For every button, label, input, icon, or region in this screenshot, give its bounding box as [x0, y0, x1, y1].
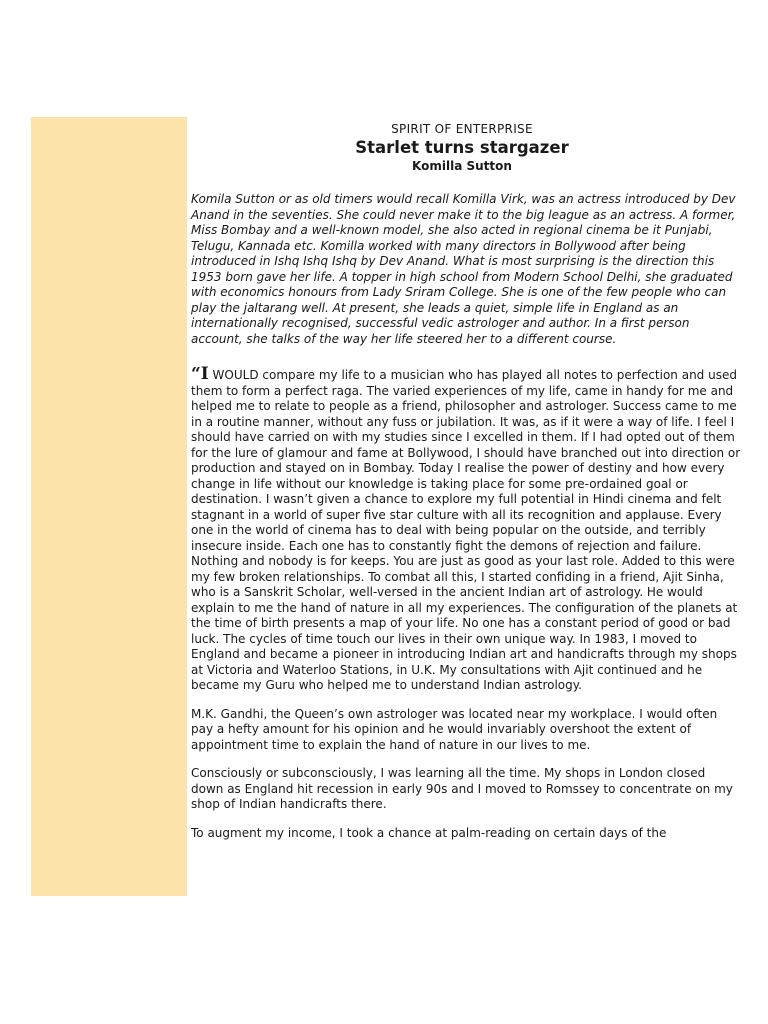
article-byline: Komilla Sutton [412, 159, 512, 173]
section-kicker: SPIRIT OF ENTERPRISE [391, 122, 533, 136]
body-paragraph [191, 364, 741, 694]
body-paragraph: Consciously or subconsciously, I was learning all the time. My shops in London closed down as England hit recession in early 90s and I moved to Romssey to concentrate on my shop of Indian handicrafts there. [191, 766, 733, 811]
article-headline: Starlet turns stargazer [355, 138, 569, 157]
article-body [191, 192, 741, 854]
sidebar-panel [31, 117, 187, 896]
body-paragraph-text: WOULD compare my life to a musician who has played all notes to perfection and used them to form a perfect raga. The varied experiences of my life, came in handy for me and helped me to relate to people as a friend, philosopher and astrologer. Success came to me in a routine manner, without any fuss or jubilation. It was, as if it were a way of life. I feel I should have carried on with my studies since I excelled in them. If I had opted out of them for the lure of glamour and fame at Bollywood, I should have branched out into direction or production and stayed on in Bombay. Today I realise the power of destiny and how every change in life without our knowledge is taking place for some pre-ordained goal or destination. I wasn’t given a chance to explore my full potential in Hindi cinema and felt stagnant in a world of super five star culture with all its recognition and applause. Every one in the world of cinema has to deal with being popular on the outside, and terribly insecure inside. Each one has to constantly fight the demons of rejection and failure. Nothing and nobody is for keeps. You are just as good as your last role. Added to this were my few broken relationships. To combat all this, I started confiding in a friend, Ajit Sinha, who is a Sanskrit Scholar, well-versed in the ancient Indian art of astrology. He would explain to me the hand of nature in all my experiences. The configuration of the planets at the time of birth presents a map of your life. No one has a constant period of good or bad luck. The cycles of time touch our lives in their own unique way. In 1983, I moved to England and became a pioneer in introducing Indian art and handicrafts through my shops at Victoria and Waterloo Stations, in U.K. My consultations with Ajit continued and he became my Guru who helped me to understand Indian astrology. [191, 368, 741, 692]
article-intro: Komila Sutton or as old timers would recall Komilla Virk, was an actress introduced by Dev Anand in the seventies. She could never make it to the big league as an actress. A former, Miss Bombay and a well-known model, she also acted in regional cinema be it Punjabi, Telugu, Kannada etc. Komilla worked with many directors in Bollywood after being introduced in Ishq Ishq Ishq by Dev Anand. What is most surprising is the direction this 1953 born gave her life. A topper in high school from Modern School Delhi, she graduated with economics honours from Lady Sriram College. She is one of the few people who can play the jaltarang well. At present, she leads a quiet, simple life in England as an internationally recognised, successful vedic astrologer and author. In a first person account, she talks of the way her life steered her to a different course. [191, 192, 736, 346]
article-header [187, 121, 737, 174]
body-paragraph: M.K. Gandhi, the Queen’s own astrologer was located near my workplace. I would often pay a hefty amount for his opinion and he would invariably overshoot the extent of appointment time to explain the hand of nature in our lives to me. [191, 706, 718, 752]
body-paragraph: To augment my income, I took a chance at palm-reading on certain days of the [191, 825, 667, 840]
drop-cap: “I [191, 364, 209, 384]
